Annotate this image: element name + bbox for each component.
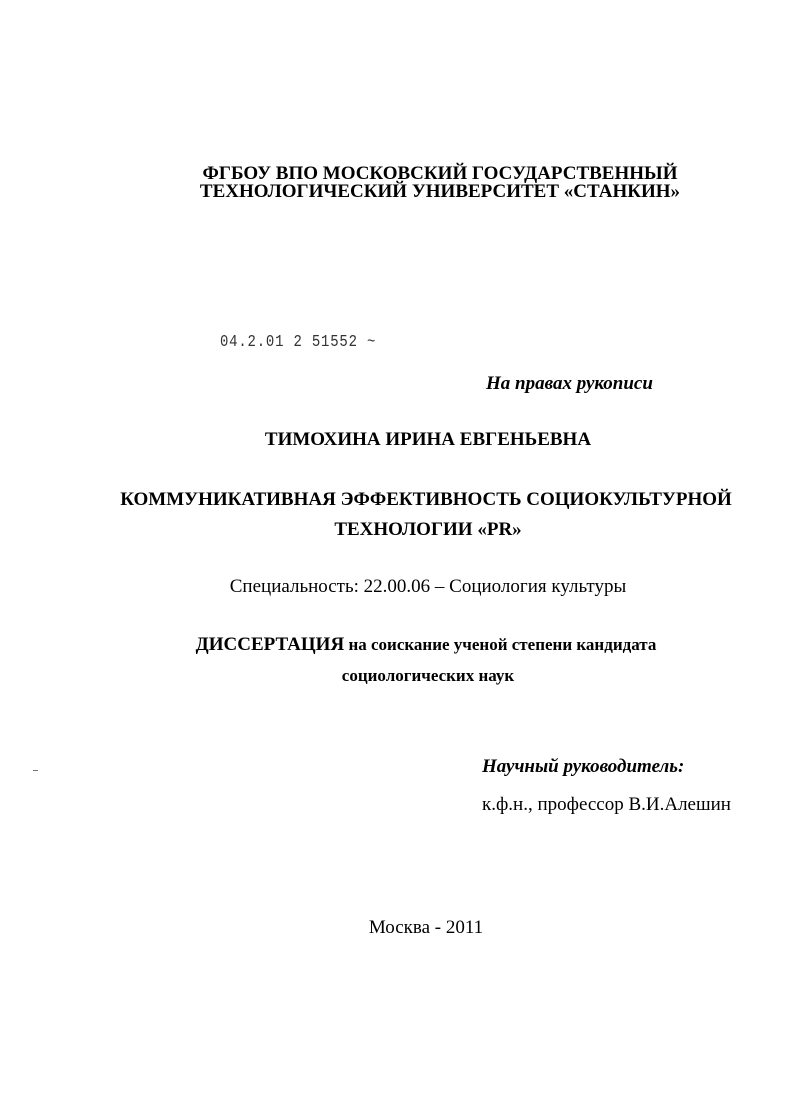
author-name: ТИМОХИНА ИРИНА ЕВГЕНЬЕВНА: [264, 429, 592, 450]
title-line-2: ТЕХНОЛОГИИ «PR»: [334, 519, 522, 540]
degree-word: ДИССЕРТАЦИЯ: [195, 634, 345, 655]
title-line-1: КОММУНИКАТИВНАЯ ЭФФЕКТИВНОСТЬ СОЦИОКУЛЬТУРНОЙ: [120, 489, 732, 510]
supervisor-label: Научный руководитель:: [482, 756, 685, 777]
institution-line-2: ТЕХНОЛОГИЧЕСКИЙ УНИВЕРСИТЕТ «СТАНКИН»: [199, 181, 681, 202]
supervisor-name: к.ф.н., профессор В.И.Алешин: [482, 794, 731, 815]
specialty: Специальность: 22.00.06 – Социология культуры: [229, 576, 627, 597]
city-year: Москва - 2011: [368, 917, 484, 938]
scan-mark: [33, 770, 38, 771]
degree-line-1: [96, 635, 756, 654]
institution-line-1: ФГБОУ ВПО МОСКОВСКИЙ ГОСУДАРСТВЕННЫЙ: [202, 163, 678, 184]
manuscript-rights-label: На правах рукописи: [486, 373, 653, 394]
degree-rest: на соискание ученой степени кандидата: [344, 635, 657, 654]
archive-stamp: 04.2.01 2 51552 ~: [220, 333, 377, 352]
degree-line-2: социологических наук: [341, 666, 515, 685]
